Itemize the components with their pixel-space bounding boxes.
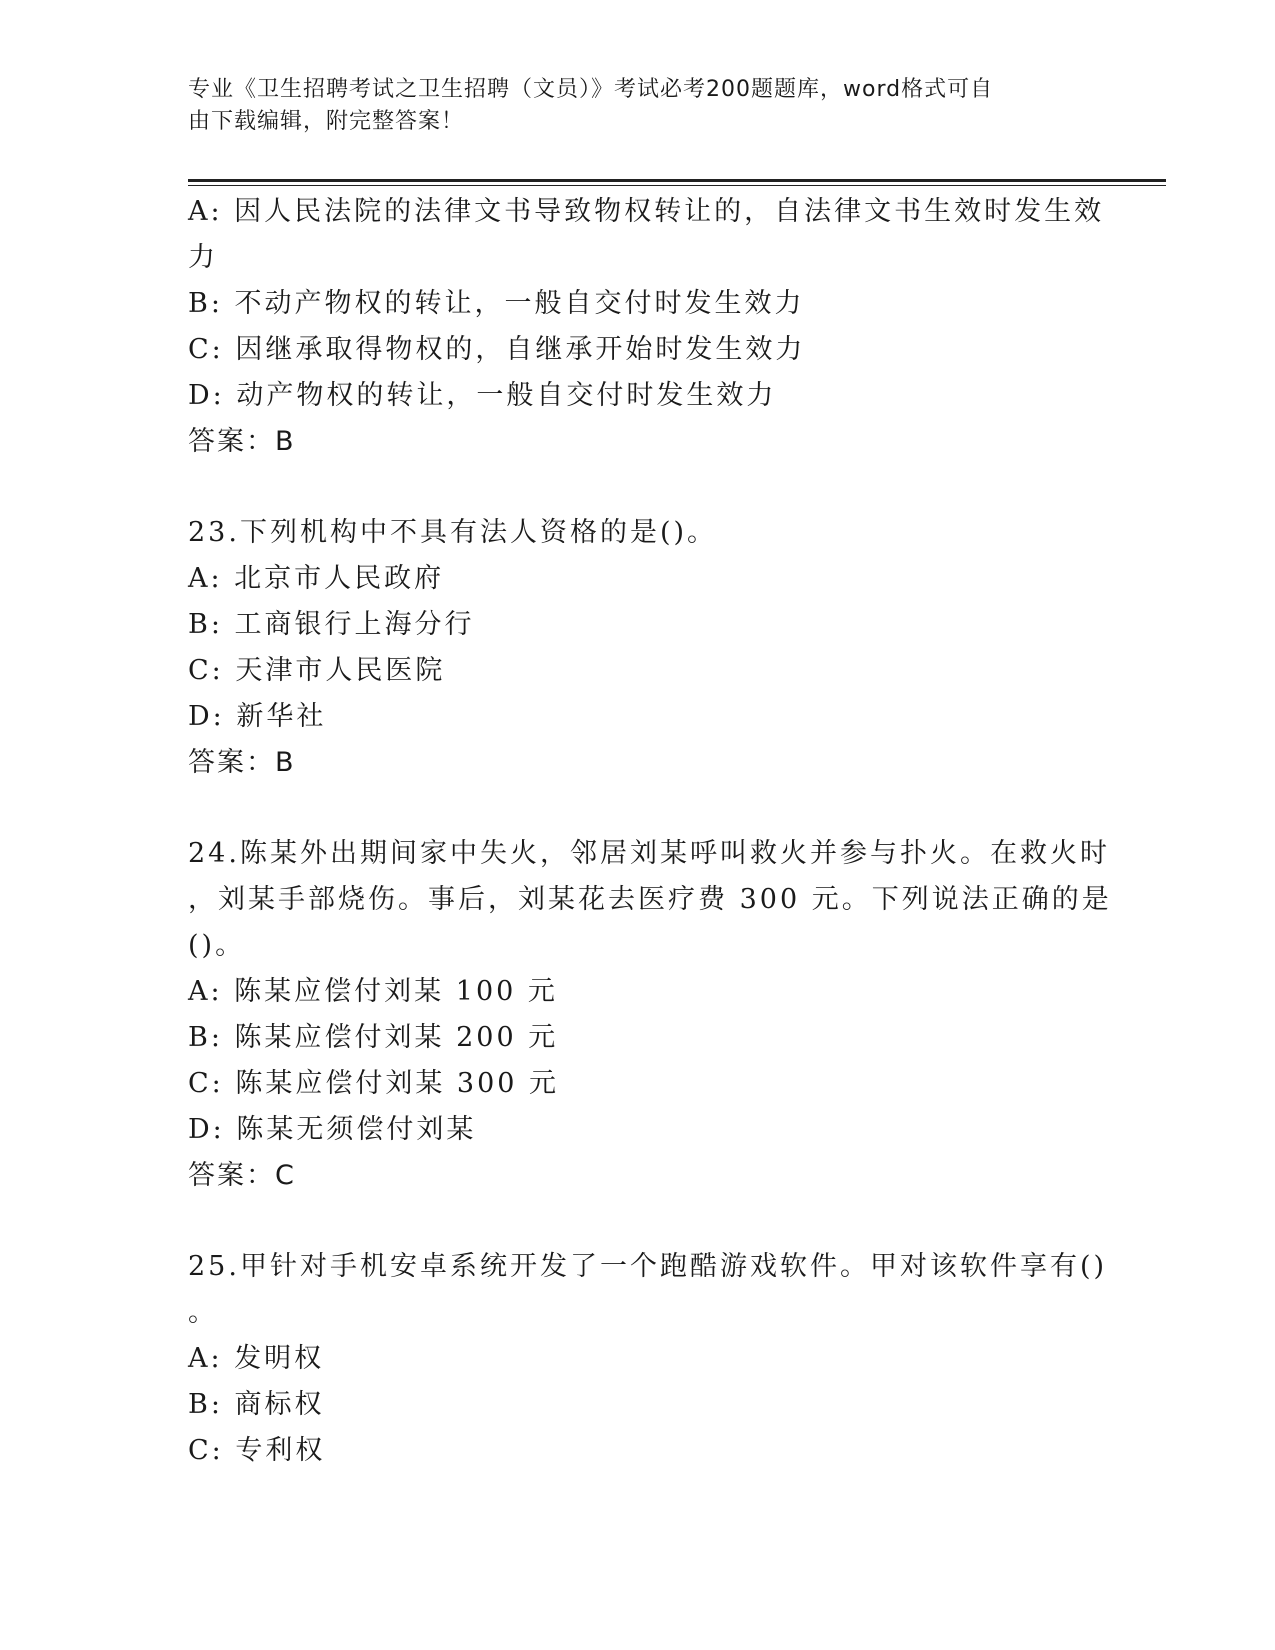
question-stem: 24.陈某外出期间家中失火，邻居刘某呼叫救火并参与扑火。在救火时 <box>188 838 1110 869</box>
question-22-continued <box>188 189 1105 465</box>
option-a: A: 发明权 <box>188 1343 325 1374</box>
option-d: D: 动产物权的转让，一般自交付时发生效力 <box>188 380 777 411</box>
option-b: B: 工商银行上海分行 <box>188 609 475 640</box>
header-divider-thick <box>188 179 1166 182</box>
option-d: D: 新华社 <box>188 701 327 732</box>
option-b: B: 陈某应偿付刘某 200 元 <box>188 1022 559 1053</box>
option-b: B: 不动产物权的转让，一般自交付时发生效力 <box>188 288 805 319</box>
header-divider-thin <box>188 185 1166 186</box>
answer: 答案：C <box>188 1160 296 1191</box>
option-d: D: 陈某无须偿付刘某 <box>188 1114 477 1145</box>
option-c: C: 因继承取得物权的，自继承开始时发生效力 <box>188 334 806 365</box>
option-a-continued: 力 <box>188 242 218 273</box>
option-a: A: 因人民法院的法律文书导致物权转让的，自法律文书生效时发生效 <box>188 196 1105 227</box>
option-c: C: 陈某应偿付刘某 300 元 <box>188 1068 560 1099</box>
option-c: C: 天津市人民医院 <box>188 655 446 686</box>
question-stem-line-2: ，刘某手部烧伤。事后，刘某花去医疗费 300 元。下列说法正确的是 <box>188 884 1112 915</box>
header-line-2: 由下载编辑，附完整答案！ <box>188 109 465 134</box>
question-stem-line-2: 。 <box>188 1297 218 1328</box>
question-stem: 23.下列机构中不具有法人资格的是()。 <box>188 517 718 548</box>
question-stem-line-3: ()。 <box>188 930 246 961</box>
question-content <box>188 189 1112 1474</box>
answer: 答案：B <box>188 426 296 457</box>
document-header <box>188 74 1068 138</box>
question-25 <box>188 1244 1108 1474</box>
option-a: A: 陈某应偿付刘某 100 元 <box>188 976 558 1007</box>
question-stem: 25.甲针对手机安卓系统开发了一个跑酷游戏软件。甲对该软件享有() <box>188 1251 1108 1282</box>
question-24 <box>188 831 1112 1199</box>
header-line-1: 专业《卫生招聘考试之卫生招聘（文员）》考试必考200题题库，word格式可自 <box>188 77 994 102</box>
option-a: A: 北京市人民政府 <box>188 563 445 594</box>
answer: 答案：B <box>188 747 296 778</box>
option-b: B: 商标权 <box>188 1389 325 1420</box>
question-23 <box>188 510 1088 786</box>
option-c: C: 专利权 <box>188 1435 326 1466</box>
